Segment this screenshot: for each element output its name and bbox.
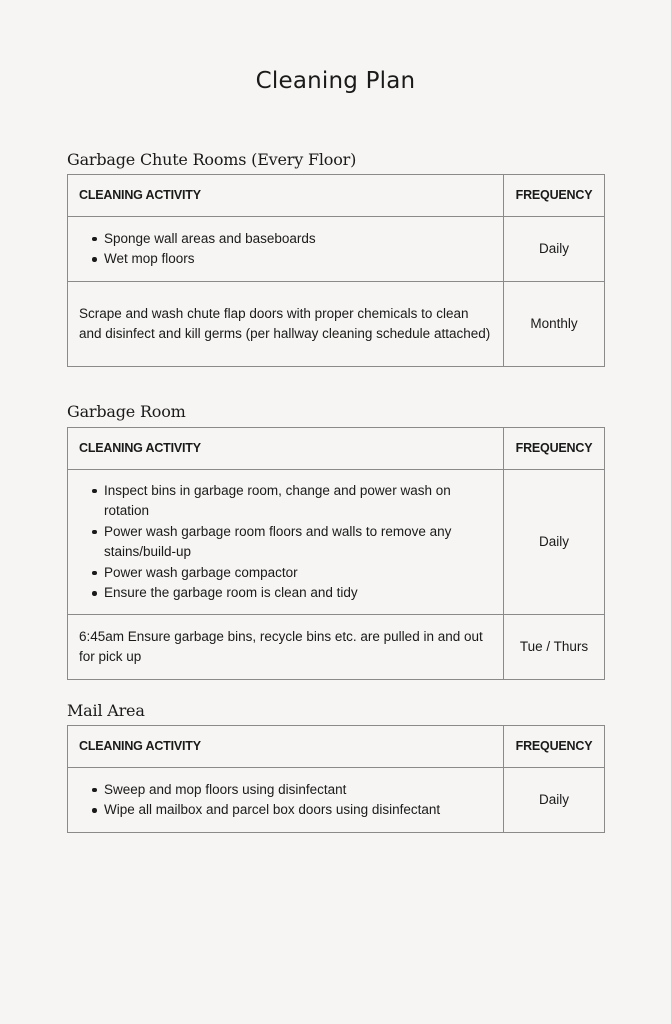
column-header-frequency: FREQUENCY: [504, 175, 605, 217]
table-row: [68, 470, 605, 615]
section-garbage-room: [67, 401, 604, 680]
page-title: Cleaning Plan: [255, 68, 416, 94]
list-item: Sweep and mop floors using disinfectant: [104, 780, 492, 801]
activity-list: [79, 481, 492, 604]
list-item: Sponge wall areas and baseboards: [104, 229, 492, 250]
table-row: [68, 615, 605, 680]
activity-cell: [68, 217, 504, 282]
list-item: Wet mop floors: [104, 249, 492, 270]
table-header-row: [68, 726, 605, 768]
column-header-activity: CLEANING ACTIVITY: [68, 428, 504, 470]
section-title: Mail Area: [67, 701, 145, 720]
frequency-cell: Daily: [504, 470, 605, 615]
activity-list: [79, 780, 492, 821]
frequency-cell: Daily: [504, 217, 605, 282]
table-row: [68, 768, 605, 833]
list-item: Power wash garbage compactor: [104, 563, 492, 584]
table-row: [68, 217, 605, 282]
activity-cell: Scrape and wash chute flap doors with proper chemicals to clean and disinfect and kill germs (per hallway cleaning schedule attached): [68, 282, 504, 367]
frequency-cell: Tue / Thurs: [504, 615, 605, 680]
column-header-activity: CLEANING ACTIVITY: [68, 175, 504, 217]
section-title: Garbage Chute Rooms (Every Floor): [67, 150, 357, 169]
list-item: Power wash garbage room floors and walls to remove any stains/build-up: [104, 522, 492, 563]
cleaning-table: [67, 427, 605, 680]
frequency-cell: Daily: [504, 768, 605, 833]
table-row: [68, 282, 605, 367]
cleaning-table: [67, 725, 605, 833]
activity-cell: 6:45am Ensure garbage bins, recycle bins etc. are pulled in and out for pick up: [68, 615, 504, 680]
list-item: Ensure the garbage room is clean and tidy: [104, 583, 492, 604]
section-title: Garbage Room: [67, 402, 186, 421]
cleaning-table: [67, 174, 605, 367]
list-item: Wipe all mailbox and parcel box doors using disinfectant: [104, 800, 492, 821]
activity-cell: [68, 768, 504, 833]
column-header-activity: CLEANING ACTIVITY: [68, 726, 504, 768]
column-header-frequency: FREQUENCY: [504, 428, 605, 470]
frequency-cell: Monthly: [504, 282, 605, 367]
activity-cell: [68, 470, 504, 615]
table-header-row: [68, 428, 605, 470]
section-garbage-chute-rooms: [67, 149, 604, 367]
table-header-row: [68, 175, 605, 217]
section-mail-area: [67, 700, 604, 833]
column-header-frequency: FREQUENCY: [504, 726, 605, 768]
activity-list: [79, 229, 492, 270]
list-item: Inspect bins in garbage room, change and power wash on rotation: [104, 481, 492, 522]
